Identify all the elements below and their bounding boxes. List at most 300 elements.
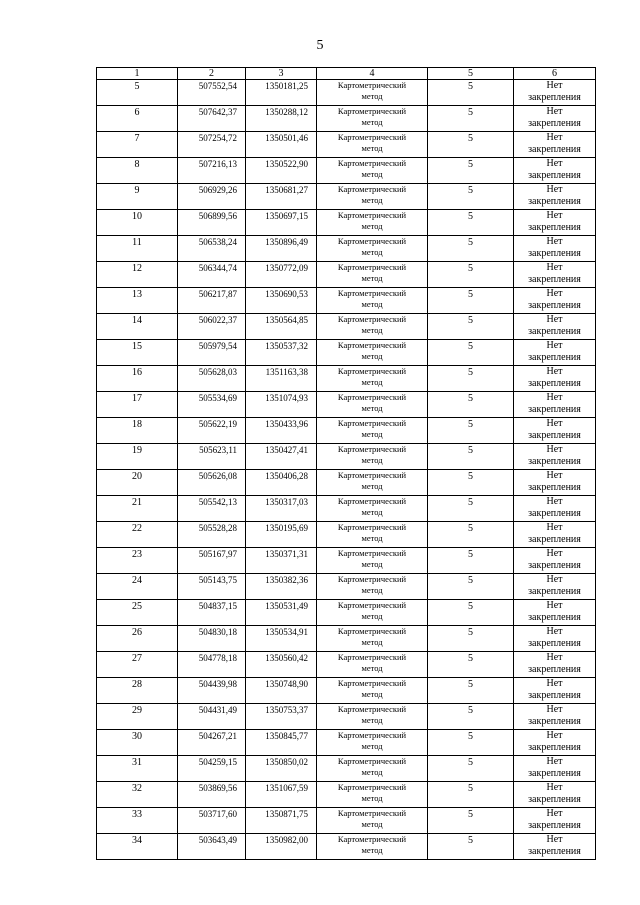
x-coordinate-cell: 506929,26 bbox=[178, 184, 246, 210]
accuracy-cell: 5 bbox=[428, 522, 514, 548]
fixing-line-1: Нет bbox=[546, 184, 563, 195]
column-header-1: 1 bbox=[97, 68, 178, 80]
method-line-1: Картометрический bbox=[337, 132, 407, 142]
fixing-line-1: Нет bbox=[546, 522, 563, 533]
point-number-cell: 20 bbox=[97, 470, 178, 496]
method-line-2: метод bbox=[361, 481, 383, 491]
point-number-cell: 34 bbox=[97, 834, 178, 860]
y-coordinate-cell: 1350690,53 bbox=[246, 288, 317, 314]
fixing-line-2: закрепления bbox=[528, 170, 581, 181]
table-row bbox=[97, 262, 596, 288]
point-number-cell: 27 bbox=[97, 652, 178, 678]
y-coordinate-cell: 1350845,77 bbox=[246, 730, 317, 756]
point-number-cell: 23 bbox=[97, 548, 178, 574]
method-line-1: Картометрический bbox=[337, 600, 407, 610]
fixing-line-2: закрепления bbox=[528, 716, 581, 727]
fixing-cell bbox=[514, 418, 596, 444]
table-row bbox=[97, 756, 596, 782]
fixing-cell bbox=[514, 210, 596, 236]
y-coordinate-cell: 1350181,25 bbox=[246, 80, 317, 106]
method-cell bbox=[317, 808, 428, 834]
method-line-2: метод bbox=[361, 403, 383, 413]
point-number-cell: 28 bbox=[97, 678, 178, 704]
method-line-2: метод bbox=[361, 819, 383, 829]
table-row bbox=[97, 808, 596, 834]
x-coordinate-cell: 504259,15 bbox=[178, 756, 246, 782]
fixing-line-1: Нет bbox=[546, 418, 563, 429]
point-number-cell: 9 bbox=[97, 184, 178, 210]
table-row bbox=[97, 210, 596, 236]
method-line-2: метод bbox=[361, 793, 383, 803]
fixing-cell bbox=[514, 548, 596, 574]
x-coordinate-cell: 506022,37 bbox=[178, 314, 246, 340]
method-line-1: Картометрический bbox=[337, 548, 407, 558]
accuracy-cell: 5 bbox=[428, 444, 514, 470]
method-line-2: метод bbox=[361, 767, 383, 777]
method-cell bbox=[317, 158, 428, 184]
table-row bbox=[97, 236, 596, 262]
fixing-cell bbox=[514, 288, 596, 314]
table-row bbox=[97, 574, 596, 600]
method-line-1: Картометрический bbox=[337, 834, 407, 844]
method-line-2: метод bbox=[361, 429, 383, 439]
accuracy-cell: 5 bbox=[428, 730, 514, 756]
column-header-4: 4 bbox=[317, 68, 428, 80]
fixing-line-2: закрепления bbox=[528, 222, 581, 233]
method-line-2: метод bbox=[361, 637, 383, 647]
fixing-line-1: Нет bbox=[546, 496, 563, 507]
method-line-2: метод bbox=[361, 689, 383, 699]
x-coordinate-cell: 505542,13 bbox=[178, 496, 246, 522]
method-cell bbox=[317, 756, 428, 782]
x-coordinate-cell: 504439,98 bbox=[178, 678, 246, 704]
x-coordinate-cell: 506344,74 bbox=[178, 262, 246, 288]
method-cell bbox=[317, 184, 428, 210]
x-coordinate-cell: 505979,54 bbox=[178, 340, 246, 366]
fixing-cell bbox=[514, 106, 596, 132]
method-line-1: Картометрический bbox=[337, 496, 407, 506]
table-body bbox=[97, 68, 596, 860]
accuracy-cell: 5 bbox=[428, 600, 514, 626]
method-line-2: метод bbox=[361, 663, 383, 673]
column-header-5: 5 bbox=[428, 68, 514, 80]
method-line-1: Картометрический bbox=[337, 626, 407, 636]
fixing-line-1: Нет bbox=[546, 600, 563, 611]
y-coordinate-cell: 1350371,31 bbox=[246, 548, 317, 574]
table-row bbox=[97, 704, 596, 730]
method-cell bbox=[317, 314, 428, 340]
fixing-cell bbox=[514, 600, 596, 626]
table-row bbox=[97, 600, 596, 626]
fixing-cell bbox=[514, 574, 596, 600]
fixing-cell bbox=[514, 470, 596, 496]
accuracy-cell: 5 bbox=[428, 756, 514, 782]
x-coordinate-cell: 507642,37 bbox=[178, 106, 246, 132]
fixing-cell bbox=[514, 262, 596, 288]
point-number-cell: 32 bbox=[97, 782, 178, 808]
point-number-cell: 19 bbox=[97, 444, 178, 470]
fixing-cell bbox=[514, 652, 596, 678]
method-cell bbox=[317, 288, 428, 314]
method-line-2: метод bbox=[361, 351, 383, 361]
accuracy-cell: 5 bbox=[428, 106, 514, 132]
method-cell bbox=[317, 496, 428, 522]
x-coordinate-cell: 504830,18 bbox=[178, 626, 246, 652]
accuracy-cell: 5 bbox=[428, 704, 514, 730]
fixing-line-2: закрепления bbox=[528, 768, 581, 779]
accuracy-cell: 5 bbox=[428, 236, 514, 262]
table-row bbox=[97, 678, 596, 704]
accuracy-cell: 5 bbox=[428, 184, 514, 210]
method-line-1: Картометрический bbox=[337, 756, 407, 766]
fixing-line-1: Нет bbox=[546, 340, 563, 351]
point-number-cell: 24 bbox=[97, 574, 178, 600]
y-coordinate-cell: 1350427,41 bbox=[246, 444, 317, 470]
accuracy-cell: 5 bbox=[428, 158, 514, 184]
method-line-2: метод bbox=[361, 533, 383, 543]
method-cell bbox=[317, 574, 428, 600]
method-line-1: Картометрический bbox=[337, 444, 407, 454]
method-line-2: метод bbox=[361, 611, 383, 621]
fixing-line-1: Нет bbox=[546, 548, 563, 559]
accuracy-cell: 5 bbox=[428, 834, 514, 860]
table-row bbox=[97, 158, 596, 184]
x-coordinate-cell: 507552,54 bbox=[178, 80, 246, 106]
y-coordinate-cell: 1350531,49 bbox=[246, 600, 317, 626]
accuracy-cell: 5 bbox=[428, 652, 514, 678]
method-line-2: метод bbox=[361, 221, 383, 231]
fixing-line-1: Нет bbox=[546, 756, 563, 767]
fixing-line-2: закрепления bbox=[528, 404, 581, 415]
fixing-cell bbox=[514, 366, 596, 392]
point-number-cell: 17 bbox=[97, 392, 178, 418]
fixing-cell bbox=[514, 678, 596, 704]
fixing-line-1: Нет bbox=[546, 704, 563, 715]
point-number-cell: 31 bbox=[97, 756, 178, 782]
method-line-2: метод bbox=[361, 247, 383, 257]
table-row bbox=[97, 418, 596, 444]
method-line-2: метод bbox=[361, 845, 383, 855]
table-row bbox=[97, 652, 596, 678]
method-cell bbox=[317, 782, 428, 808]
table-row bbox=[97, 626, 596, 652]
fixing-line-2: закрепления bbox=[528, 690, 581, 701]
method-cell bbox=[317, 366, 428, 392]
method-line-2: метод bbox=[361, 169, 383, 179]
x-coordinate-cell: 505622,19 bbox=[178, 418, 246, 444]
fixing-line-2: закрепления bbox=[528, 118, 581, 129]
x-coordinate-cell: 504778,18 bbox=[178, 652, 246, 678]
table-row bbox=[97, 496, 596, 522]
table-row bbox=[97, 132, 596, 158]
fixing-line-1: Нет bbox=[546, 366, 563, 377]
method-line-2: метод bbox=[361, 585, 383, 595]
fixing-line-2: закрепления bbox=[528, 196, 581, 207]
accuracy-cell: 5 bbox=[428, 262, 514, 288]
y-coordinate-cell: 1350288,12 bbox=[246, 106, 317, 132]
method-line-1: Картометрический bbox=[337, 652, 407, 662]
fixing-line-1: Нет bbox=[546, 314, 563, 325]
method-line-1: Картометрический bbox=[337, 340, 407, 350]
method-line-1: Картометрический bbox=[337, 418, 407, 428]
accuracy-cell: 5 bbox=[428, 366, 514, 392]
point-number-cell: 22 bbox=[97, 522, 178, 548]
fixing-line-2: закрепления bbox=[528, 586, 581, 597]
y-coordinate-cell: 1350534,91 bbox=[246, 626, 317, 652]
method-line-2: метод bbox=[361, 715, 383, 725]
method-line-2: метод bbox=[361, 325, 383, 335]
fixing-cell bbox=[514, 496, 596, 522]
method-line-2: метод bbox=[361, 559, 383, 569]
y-coordinate-cell: 1350748,90 bbox=[246, 678, 317, 704]
table-row bbox=[97, 470, 596, 496]
x-coordinate-cell: 503869,56 bbox=[178, 782, 246, 808]
method-line-2: метод bbox=[361, 91, 383, 101]
x-coordinate-cell: 504837,15 bbox=[178, 600, 246, 626]
method-cell bbox=[317, 132, 428, 158]
method-line-1: Картометрический bbox=[337, 80, 407, 90]
point-number-cell: 18 bbox=[97, 418, 178, 444]
fixing-line-2: закрепления bbox=[528, 482, 581, 493]
y-coordinate-cell: 1351067,59 bbox=[246, 782, 317, 808]
y-coordinate-cell: 1350406,28 bbox=[246, 470, 317, 496]
fixing-line-2: закрепления bbox=[528, 300, 581, 311]
fixing-line-2: закрепления bbox=[528, 352, 581, 363]
accuracy-cell: 5 bbox=[428, 288, 514, 314]
fixing-line-1: Нет bbox=[546, 626, 563, 637]
fixing-cell bbox=[514, 340, 596, 366]
fixing-line-2: закрепления bbox=[528, 430, 581, 441]
method-line-1: Картометрический bbox=[337, 106, 407, 116]
method-cell bbox=[317, 392, 428, 418]
method-line-1: Картометрический bbox=[337, 366, 407, 376]
point-number-cell: 13 bbox=[97, 288, 178, 314]
page-number: 5 bbox=[316, 38, 324, 53]
accuracy-cell: 5 bbox=[428, 548, 514, 574]
point-number-cell: 7 bbox=[97, 132, 178, 158]
method-line-1: Картометрический bbox=[337, 782, 407, 792]
accuracy-cell: 5 bbox=[428, 678, 514, 704]
fixing-line-1: Нет bbox=[546, 678, 563, 689]
fixing-cell bbox=[514, 314, 596, 340]
method-cell bbox=[317, 470, 428, 496]
table-row bbox=[97, 782, 596, 808]
fixing-line-2: закрепления bbox=[528, 846, 581, 857]
fixing-line-2: закрепления bbox=[528, 612, 581, 623]
accuracy-cell: 5 bbox=[428, 470, 514, 496]
method-line-1: Картометрический bbox=[337, 288, 407, 298]
point-number-cell: 5 bbox=[97, 80, 178, 106]
method-line-1: Картометрический bbox=[337, 314, 407, 324]
method-cell bbox=[317, 834, 428, 860]
table-row bbox=[97, 548, 596, 574]
fixing-line-1: Нет bbox=[546, 236, 563, 247]
x-coordinate-cell: 505534,69 bbox=[178, 392, 246, 418]
table-row bbox=[97, 522, 596, 548]
x-coordinate-cell: 505167,97 bbox=[178, 548, 246, 574]
x-coordinate-cell: 503643,49 bbox=[178, 834, 246, 860]
fixing-line-2: закрепления bbox=[528, 664, 581, 675]
point-number-cell: 8 bbox=[97, 158, 178, 184]
method-line-1: Картометрический bbox=[337, 808, 407, 818]
table-row bbox=[97, 392, 596, 418]
fixing-line-1: Нет bbox=[546, 834, 563, 845]
method-cell bbox=[317, 522, 428, 548]
accuracy-cell: 5 bbox=[428, 80, 514, 106]
fixing-line-1: Нет bbox=[546, 158, 563, 169]
column-header-3: 3 bbox=[246, 68, 317, 80]
method-cell bbox=[317, 262, 428, 288]
method-line-1: Картометрический bbox=[337, 522, 407, 532]
fixing-line-2: закрепления bbox=[528, 92, 581, 103]
x-coordinate-cell: 505628,03 bbox=[178, 366, 246, 392]
y-coordinate-cell: 1350382,36 bbox=[246, 574, 317, 600]
y-coordinate-cell: 1350982,00 bbox=[246, 834, 317, 860]
x-coordinate-cell: 505623,11 bbox=[178, 444, 246, 470]
fixing-line-2: закрепления bbox=[528, 820, 581, 831]
method-cell bbox=[317, 704, 428, 730]
accuracy-cell: 5 bbox=[428, 626, 514, 652]
fixing-cell bbox=[514, 756, 596, 782]
y-coordinate-cell: 1350753,37 bbox=[246, 704, 317, 730]
method-cell bbox=[317, 236, 428, 262]
point-number-cell: 10 bbox=[97, 210, 178, 236]
fixing-cell bbox=[514, 444, 596, 470]
fixing-line-1: Нет bbox=[546, 80, 563, 91]
fixing-line-2: закрепления bbox=[528, 534, 581, 545]
accuracy-cell: 5 bbox=[428, 132, 514, 158]
method-line-1: Картометрический bbox=[337, 392, 407, 402]
method-line-1: Картометрический bbox=[337, 158, 407, 168]
column-header-2: 2 bbox=[178, 68, 246, 80]
method-line-1: Картометрический bbox=[337, 210, 407, 220]
y-coordinate-cell: 1350871,75 bbox=[246, 808, 317, 834]
fixing-line-2: закрепления bbox=[528, 456, 581, 467]
method-cell bbox=[317, 418, 428, 444]
accuracy-cell: 5 bbox=[428, 314, 514, 340]
fixing-line-2: закрепления bbox=[528, 742, 581, 753]
fixing-cell bbox=[514, 704, 596, 730]
table-row bbox=[97, 366, 596, 392]
y-coordinate-cell: 1350560,42 bbox=[246, 652, 317, 678]
accuracy-cell: 5 bbox=[428, 574, 514, 600]
y-coordinate-cell: 1350195,69 bbox=[246, 522, 317, 548]
y-coordinate-cell: 1350564,85 bbox=[246, 314, 317, 340]
point-number-cell: 11 bbox=[97, 236, 178, 262]
fixing-cell bbox=[514, 132, 596, 158]
accuracy-cell: 5 bbox=[428, 496, 514, 522]
fixing-line-1: Нет bbox=[546, 210, 563, 221]
method-line-2: метод bbox=[361, 117, 383, 127]
y-coordinate-cell: 1350850,02 bbox=[246, 756, 317, 782]
x-coordinate-cell: 505143,75 bbox=[178, 574, 246, 600]
x-coordinate-cell: 506217,87 bbox=[178, 288, 246, 314]
fixing-cell bbox=[514, 184, 596, 210]
fixing-line-2: закрепления bbox=[528, 326, 581, 337]
x-coordinate-cell: 507254,72 bbox=[178, 132, 246, 158]
fixing-line-1: Нет bbox=[546, 808, 563, 819]
x-coordinate-cell: 506899,56 bbox=[178, 210, 246, 236]
y-coordinate-cell: 1350433,96 bbox=[246, 418, 317, 444]
accuracy-cell: 5 bbox=[428, 782, 514, 808]
point-number-cell: 26 bbox=[97, 626, 178, 652]
method-cell bbox=[317, 548, 428, 574]
method-cell bbox=[317, 730, 428, 756]
y-coordinate-cell: 1350537,32 bbox=[246, 340, 317, 366]
method-cell bbox=[317, 106, 428, 132]
x-coordinate-cell: 504267,21 bbox=[178, 730, 246, 756]
fixing-line-1: Нет bbox=[546, 730, 563, 741]
method-line-2: метод bbox=[361, 273, 383, 283]
table-row bbox=[97, 444, 596, 470]
y-coordinate-cell: 1350522,90 bbox=[246, 158, 317, 184]
table-row bbox=[97, 288, 596, 314]
table-row bbox=[97, 730, 596, 756]
table-row bbox=[97, 834, 596, 860]
table-row bbox=[97, 80, 596, 106]
method-cell bbox=[317, 678, 428, 704]
fixing-line-1: Нет bbox=[546, 652, 563, 663]
y-coordinate-cell: 1350317,03 bbox=[246, 496, 317, 522]
fixing-line-2: закрепления bbox=[528, 378, 581, 389]
method-line-2: метод bbox=[361, 299, 383, 309]
fixing-cell bbox=[514, 236, 596, 262]
fixing-cell bbox=[514, 808, 596, 834]
point-number-cell: 16 bbox=[97, 366, 178, 392]
method-line-1: Картометрический bbox=[337, 730, 407, 740]
point-number-cell: 29 bbox=[97, 704, 178, 730]
x-coordinate-cell: 507216,13 bbox=[178, 158, 246, 184]
method-cell bbox=[317, 340, 428, 366]
method-line-2: метод bbox=[361, 377, 383, 387]
fixing-cell bbox=[514, 80, 596, 106]
fixing-cell bbox=[514, 158, 596, 184]
fixing-line-1: Нет bbox=[546, 288, 563, 299]
column-header-6: 6 bbox=[514, 68, 596, 80]
method-cell bbox=[317, 444, 428, 470]
fixing-cell bbox=[514, 834, 596, 860]
y-coordinate-cell: 1350772,09 bbox=[246, 262, 317, 288]
x-coordinate-cell: 505528,28 bbox=[178, 522, 246, 548]
fixing-line-1: Нет bbox=[546, 782, 563, 793]
fixing-cell bbox=[514, 392, 596, 418]
method-line-1: Картометрический bbox=[337, 678, 407, 688]
accuracy-cell: 5 bbox=[428, 210, 514, 236]
coordinates-table bbox=[96, 67, 596, 860]
fixing-line-1: Нет bbox=[546, 392, 563, 403]
point-number-cell: 6 bbox=[97, 106, 178, 132]
table-row bbox=[97, 314, 596, 340]
fixing-cell bbox=[514, 782, 596, 808]
accuracy-cell: 5 bbox=[428, 418, 514, 444]
point-number-cell: 14 bbox=[97, 314, 178, 340]
method-cell bbox=[317, 210, 428, 236]
method-line-1: Картометрический bbox=[337, 236, 407, 246]
point-number-cell: 25 bbox=[97, 600, 178, 626]
method-line-2: метод bbox=[361, 741, 383, 751]
fixing-line-2: закрепления bbox=[528, 508, 581, 519]
method-cell bbox=[317, 80, 428, 106]
method-cell bbox=[317, 652, 428, 678]
fixing-cell bbox=[514, 522, 596, 548]
table-row bbox=[97, 184, 596, 210]
fixing-line-2: закрепления bbox=[528, 560, 581, 571]
method-line-2: метод bbox=[361, 143, 383, 153]
y-coordinate-cell: 1350681,27 bbox=[246, 184, 317, 210]
x-coordinate-cell: 505626,08 bbox=[178, 470, 246, 496]
point-number-cell: 21 bbox=[97, 496, 178, 522]
method-line-1: Картометрический bbox=[337, 704, 407, 714]
